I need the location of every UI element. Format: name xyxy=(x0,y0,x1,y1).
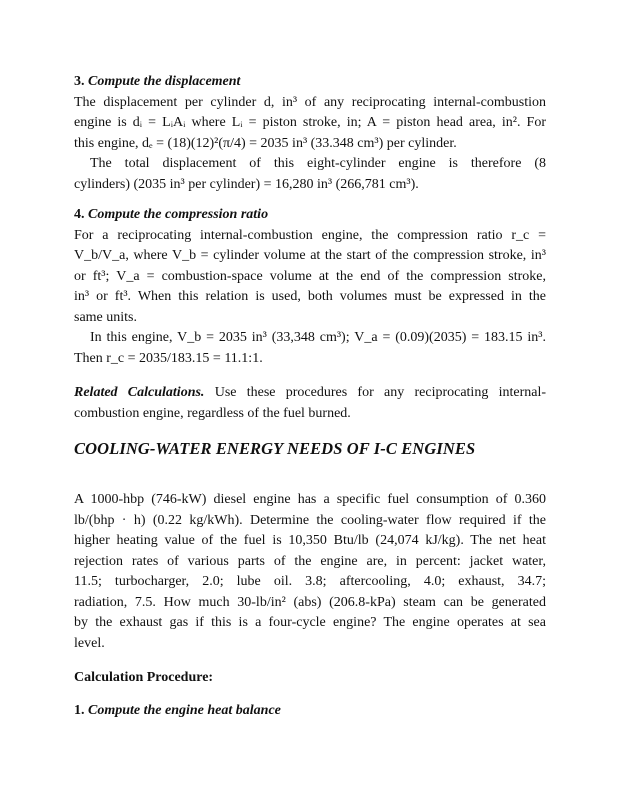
step-number: 3. xyxy=(74,74,85,89)
step-4-line: V_b/V_a, where V_b = cylinder volume at the start of the compression stroke, in³ xyxy=(74,248,546,263)
problem-line: A 1000-hbp (746-kW) diesel engine has a specific fuel consumption of 0.360 xyxy=(74,492,546,507)
step-4-line: same units. xyxy=(74,309,137,325)
step-3-heading xyxy=(74,72,546,93)
step-3-line: The total displacement of this eight-cylinder engine is therefore (8 xyxy=(90,156,546,171)
step-number: 4. xyxy=(74,207,85,222)
document-page xyxy=(74,72,546,722)
step-number: 1. xyxy=(74,703,85,718)
related-calculations-line: combustion engine, regardless of the fuel burned. xyxy=(74,405,351,421)
related-label: Related Calculations. xyxy=(74,385,205,400)
problem-line: rejection rates of various parts of the engine are, in percent: jacket water, xyxy=(74,553,546,569)
step-4-line: For a reciprocating internal-combustion engine, the compression ratio r_c = xyxy=(74,227,546,243)
problem-line: 11.5; turbocharger, 2.0; lube oil. 3.8; aftercooling, 4.0; exhaust, 34.7; xyxy=(74,574,546,589)
problem-line: higher heating value of the fuel is 10,350 Btu/lb (24,074 kJ/kg). The net heat xyxy=(74,533,546,548)
step-4-line: In this engine, V_b = 2035 in³ (33,348 cm³); V_a = (0.09)(2035) = 183.15 in³. xyxy=(90,330,546,345)
procedure-heading: Calculation Procedure: xyxy=(74,670,214,685)
step-4-heading xyxy=(74,205,546,226)
step-4-line: in³ or ft³. When this relation is used, both volumes must be expressed in the xyxy=(74,289,546,304)
problem-line: radiation, 7.5. How much 30-lb/in² (abs) (206.8-kPa) steam can be generated xyxy=(74,594,546,610)
related-text: Use these procedures for any reciprocating internal- xyxy=(214,385,546,400)
step-title: Compute the engine heat balance xyxy=(88,703,281,718)
step-3-line: engine is dᵢ = LᵢAᵢ where Lᵢ = piston stroke, in; A = piston head area, in². For xyxy=(74,115,546,130)
problem-line: lb/(bhp · h) (0.22 kg/kWh). Determine the cooling-water flow required if the xyxy=(74,512,546,528)
step-4-line: or ft³; V_a = combustion-space volume at the end of the compression stroke, xyxy=(74,268,546,284)
problem-line: level. xyxy=(74,635,105,651)
step-1-heading xyxy=(74,701,546,722)
step-title: Compute the displacement xyxy=(88,74,241,89)
related-calculations-line xyxy=(74,383,546,404)
step-3-line: cylinders) (2035 in³ per cylinder) = 16,280 in³ (266,781 cm³). xyxy=(74,176,419,192)
section-title: COOLING-WATER ENERGY NEEDS OF I-C ENGINES xyxy=(74,439,476,458)
step-4-line: Then r_c = 2035/183.15 = 11.1:1. xyxy=(74,350,263,366)
problem-line: by the exhaust gas if this is a four-cycle engine? The engine operates at sea xyxy=(74,615,546,630)
step-3-line: this engine, dₑ = (18)(12)²(π/4) = 2035 in³ (33.348 cm³) per cylinder. xyxy=(74,135,457,151)
step-title: Compute the compression ratio xyxy=(88,207,269,222)
step-3-line: The displacement per cylinder d, in³ of any reciprocating internal-combustion xyxy=(74,94,546,110)
